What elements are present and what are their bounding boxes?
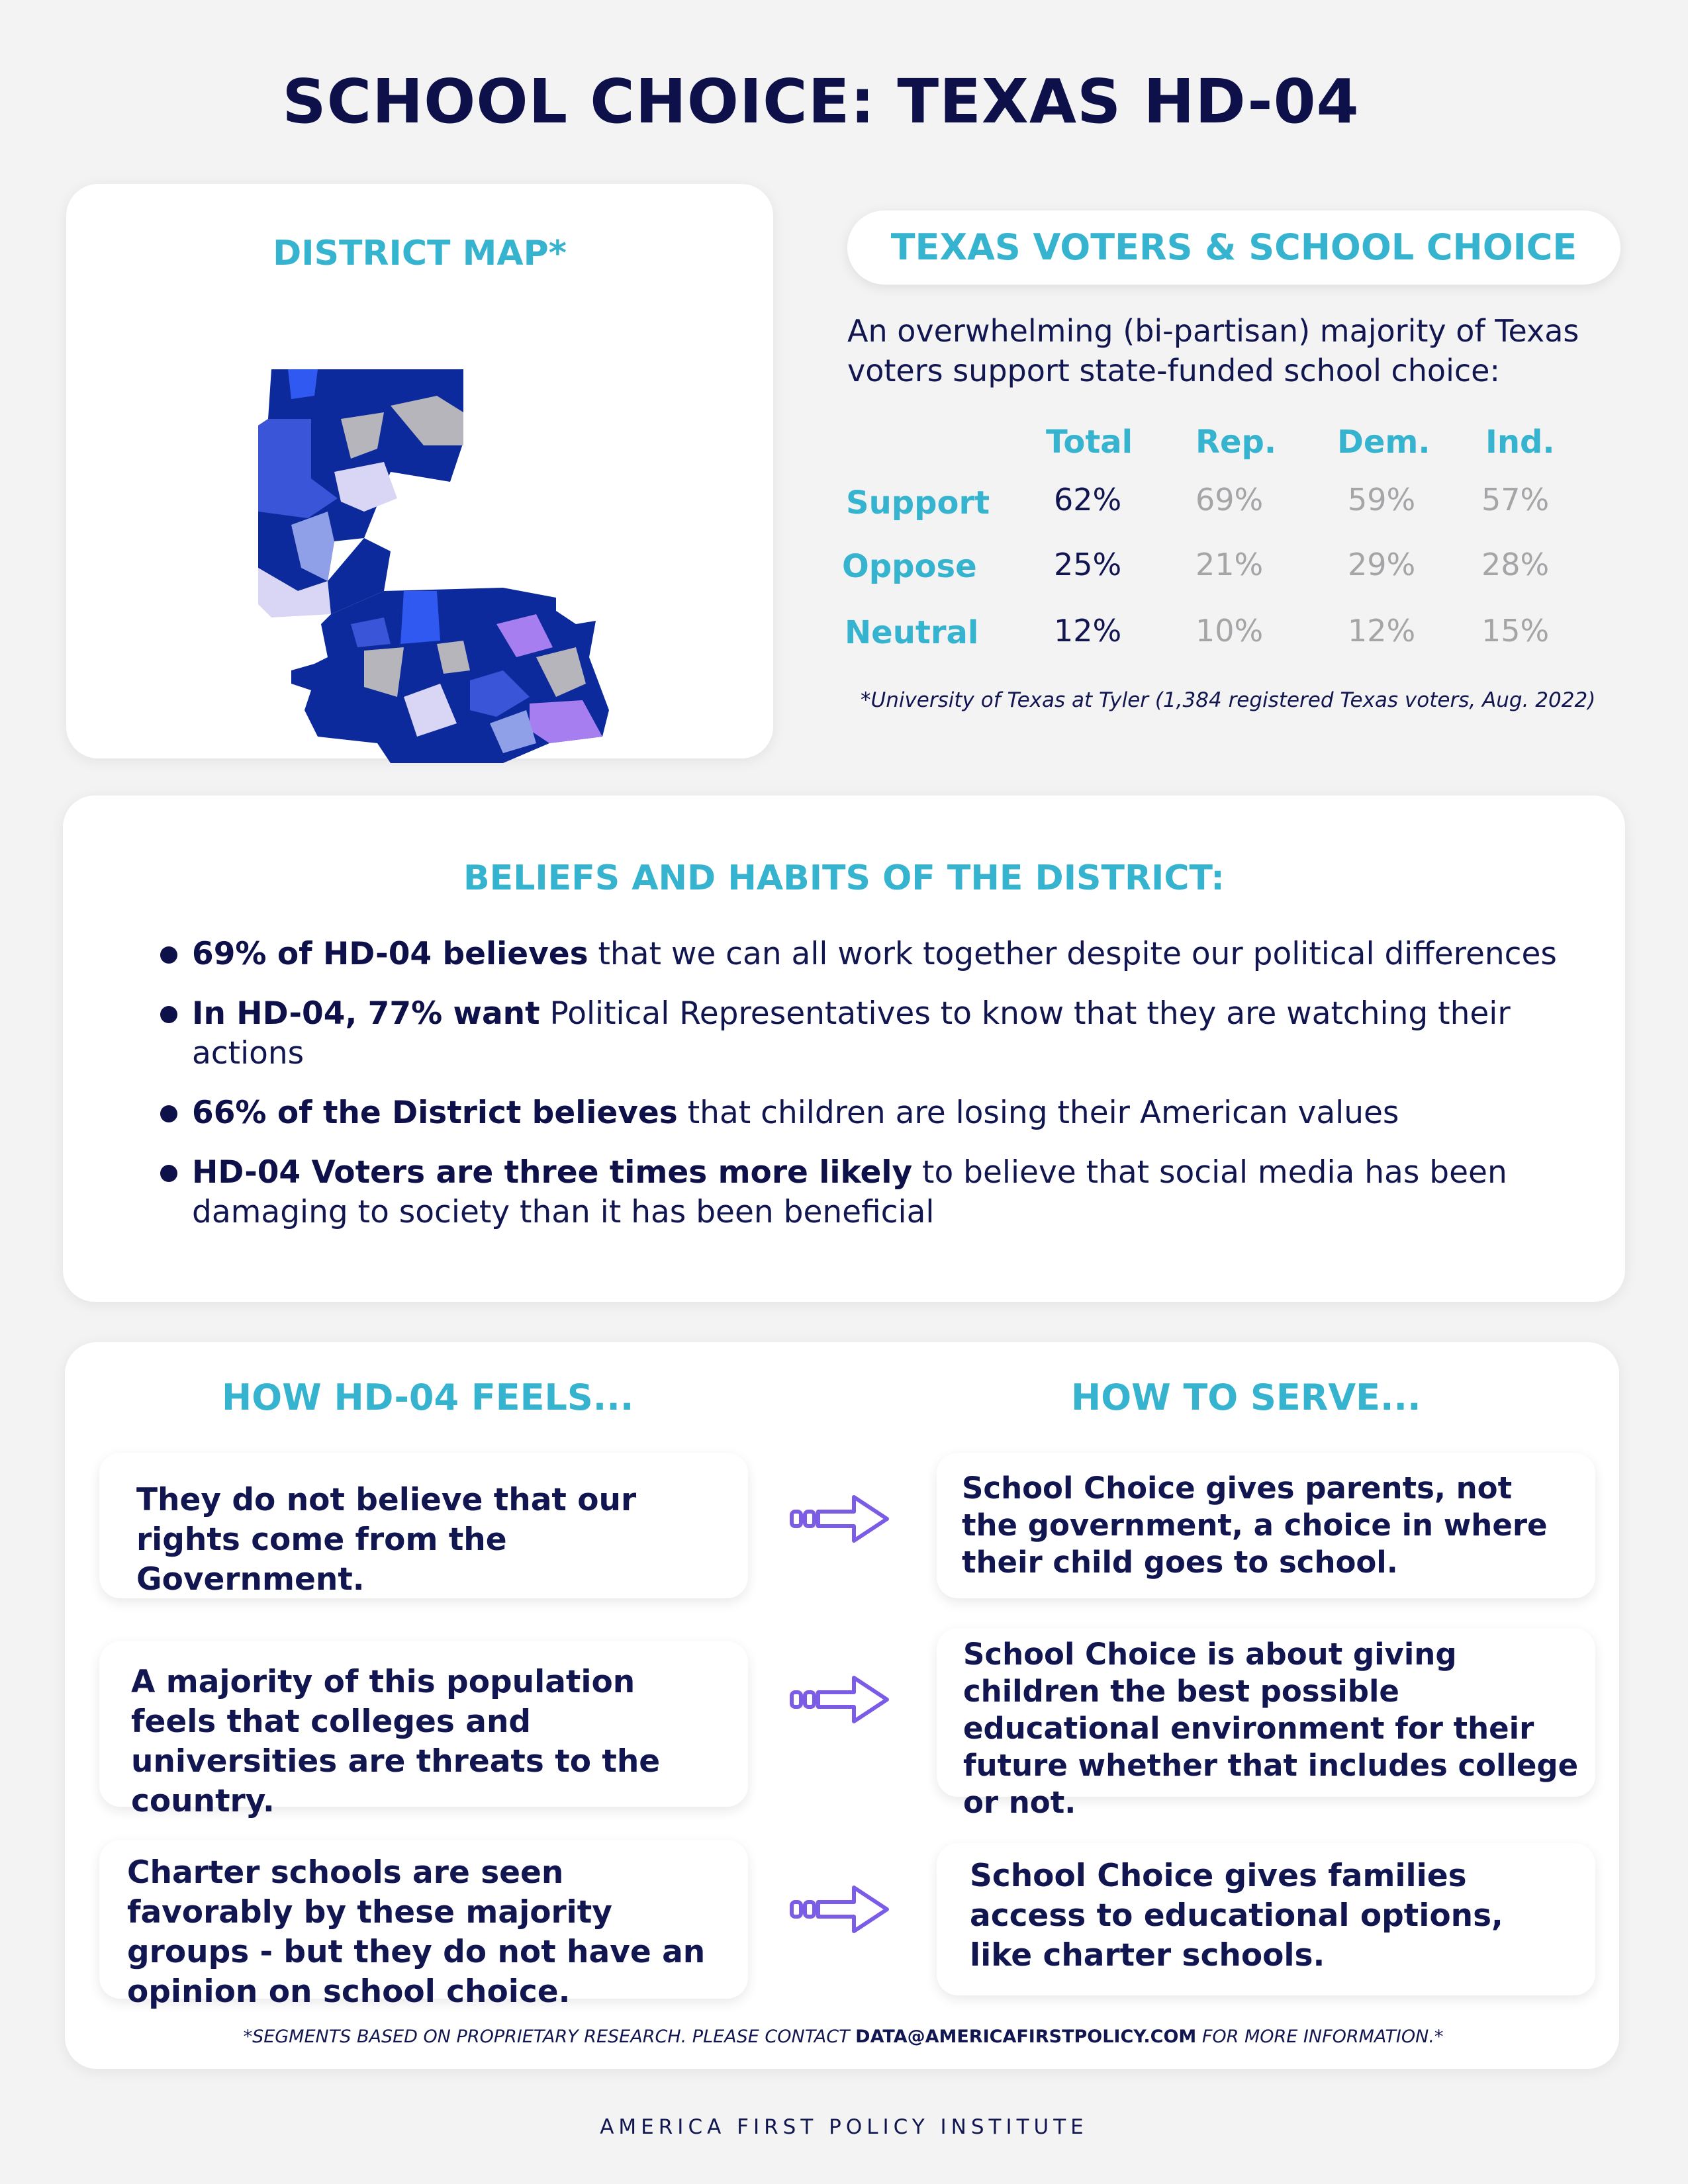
- serve-box: [937, 1843, 1595, 1995]
- belief-item: [192, 1093, 1615, 1133]
- support-dem: 59%: [1348, 482, 1416, 518]
- neutral-ind: 15%: [1481, 613, 1550, 649]
- feels-heading: HOW HD-04 FEELS...: [222, 1377, 634, 1418]
- page-title: SCHOOL CHOICE: TEXAS HD-04: [282, 66, 1360, 137]
- row-oppose: Oppose: [842, 548, 977, 585]
- segments-footnote: [66, 2026, 1620, 2047]
- belief-item: [192, 994, 1615, 1073]
- arrow-right-icon: [788, 1489, 894, 1549]
- feels-text: A majority of this population feels that colleges and universities are threats to the country.: [131, 1664, 661, 1819]
- neutral-dem: 12%: [1348, 613, 1416, 649]
- beliefs-card: [63, 796, 1625, 1302]
- footer-org-name: AMERICA FIRST POLICY INSTITUTE: [600, 2115, 1088, 2139]
- arrow-right-icon: [788, 1670, 894, 1729]
- belief-text: that children are losing their American values: [677, 1095, 1399, 1131]
- serve-heading: HOW TO SERVE...: [1071, 1377, 1421, 1418]
- col-ind: Ind.: [1485, 424, 1555, 461]
- col-total: Total: [1046, 424, 1133, 461]
- belief-text: that we can all work together despite our political differences: [588, 936, 1557, 972]
- oppose-total: 25%: [1054, 547, 1122, 582]
- contact-email[interactable]: DATA@AMERICAFIRSTPOLICY.COM: [855, 2026, 1197, 2047]
- belief-text: to believe that social media has been damaging to society than it has been beneficial: [192, 1154, 1507, 1230]
- serve-text: School Choice gives families access to educational options, like charter schools.: [970, 1858, 1503, 1974]
- bullet-icon: [160, 946, 177, 964]
- neutral-total: 12%: [1054, 613, 1122, 649]
- row-neutral: Neutral: [845, 614, 979, 651]
- bullet-icon: [160, 1105, 177, 1122]
- belief-bold: 66% of the District believes: [192, 1095, 678, 1131]
- serve-box: [937, 1628, 1595, 1820]
- oppose-dem: 29%: [1348, 547, 1416, 582]
- belief-item: [192, 934, 1615, 974]
- oppose-ind: 28%: [1481, 547, 1550, 582]
- serve-text: School Choice is about giving children the best possible educational environment for their future whether that includes college or not.: [963, 1637, 1579, 1820]
- footnote-text-end: FOR MORE INFORMATION.*: [1196, 2026, 1444, 2047]
- support-rep: 69%: [1196, 482, 1264, 518]
- col-rep: Rep.: [1196, 424, 1277, 461]
- support-total: 62%: [1054, 482, 1122, 518]
- beliefs-heading: BELIEFS AND HABITS OF THE DISTRICT:: [463, 858, 1225, 898]
- feels-box: [99, 1453, 748, 1598]
- voters-source: *University of Texas at Tyler (1,384 registered Texas voters, Aug. 2022): [861, 688, 1596, 712]
- voters-intro: An overwhelming (bi-partisan) majority of Texas voters support state-funded school choice:: [847, 313, 1579, 388]
- neutral-rep: 10%: [1196, 613, 1264, 649]
- support-ind: 57%: [1481, 482, 1550, 518]
- footnote-text: *SEGMENTS BASED ON PROPRIETARY RESEARCH. PLEASE CONTACT: [243, 2026, 856, 2047]
- feels-text: Charter schools are seen favorably by these majority groups - but they do not have an opinion on school choice.: [127, 1854, 706, 2010]
- bullet-icon: [160, 1006, 177, 1023]
- arrow-right-icon: [788, 1880, 894, 1939]
- belief-bold: HD-04 Voters are three times more likely: [192, 1154, 913, 1191]
- bullet-icon: [160, 1165, 177, 1182]
- feels-text: They do not believe that our rights come from the Government.: [136, 1482, 637, 1598]
- col-dem: Dem.: [1337, 424, 1430, 461]
- district-map-heading: DISTRICT MAP*: [273, 234, 567, 273]
- serve-box: [937, 1453, 1595, 1598]
- district-map-card: [66, 184, 773, 758]
- serve-text: School Choice gives parents, not the government, a choice in where their child goes to school.: [962, 1471, 1548, 1580]
- oppose-rep: 21%: [1196, 547, 1264, 582]
- belief-item: [192, 1153, 1615, 1232]
- belief-bold: In HD-04, 77% want: [192, 995, 540, 1032]
- row-support: Support: [846, 484, 990, 522]
- feels-box: [99, 1641, 748, 1819]
- belief-text: Political Representatives to know that they are watching their actions: [192, 995, 1511, 1071]
- feels-box: [99, 1840, 748, 2010]
- voters-heading: TEXAS VOTERS & SCHOOL CHOICE: [847, 210, 1620, 285]
- belief-bold: 69% of HD-04 believes: [192, 936, 588, 972]
